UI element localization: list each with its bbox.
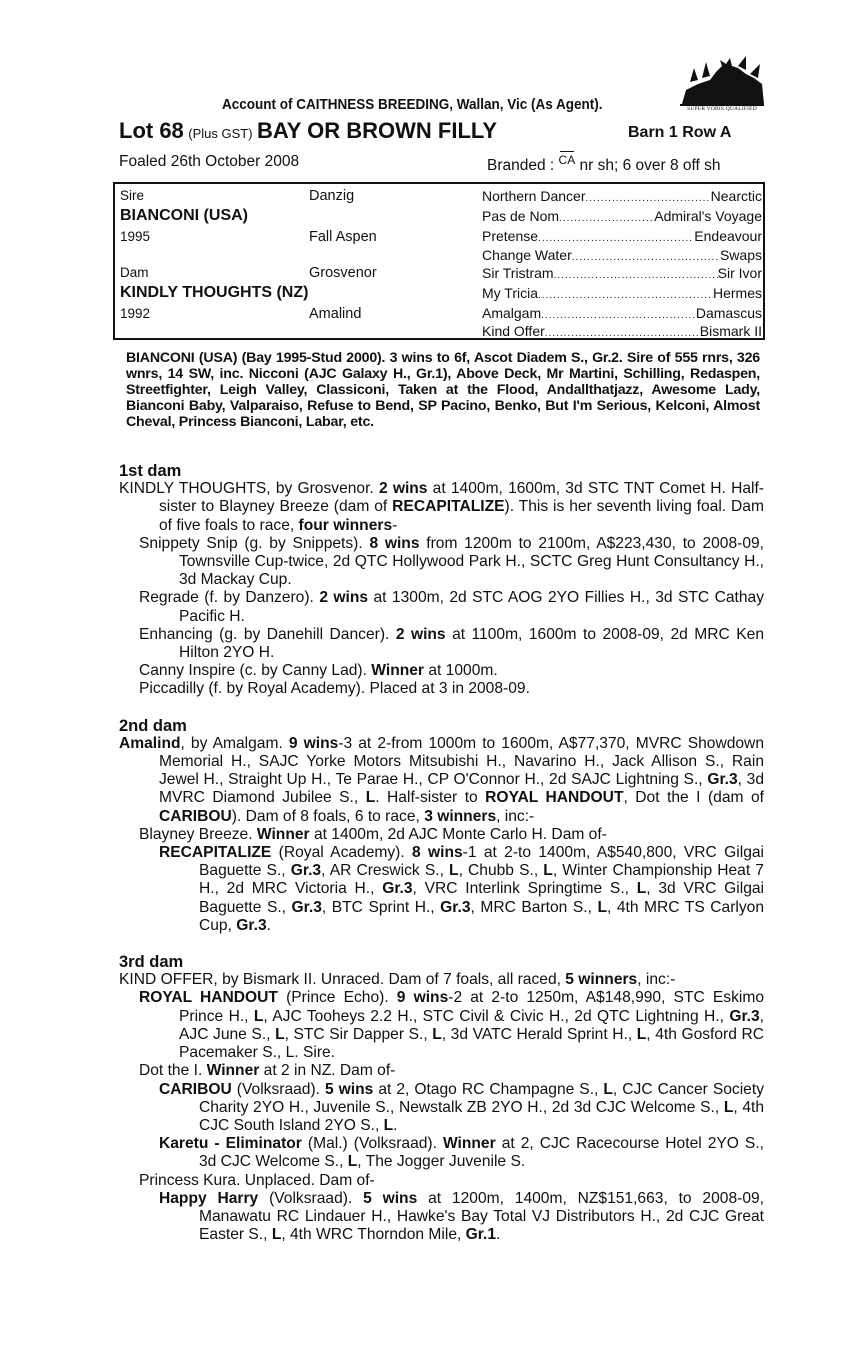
emphasis-text: Gr.3 bbox=[707, 771, 738, 789]
progeny-entry: Regrade (f. by Danzero). 2 wins at 1300m, 2d STC AOG 2YO Fillies H., 3d STC Cathay Pacific H. bbox=[139, 589, 764, 625]
brand-mark: CA bbox=[558, 153, 576, 167]
progeny-entry: Karetu - Eliminator (Mal.) (Volksraad). Winner at 2, CJC Racecourse Hotel 2YO S., 3d CJC Welcome S., L, The Jogger Juvenile S. bbox=[159, 1135, 764, 1171]
third-dam-heading: 3rd dam bbox=[119, 953, 184, 972]
grandparent-row bbox=[482, 188, 762, 204]
emphasis-text: L bbox=[543, 862, 553, 880]
grandparent-row bbox=[482, 285, 762, 301]
emphasis-text: Gr.3 bbox=[729, 1007, 760, 1025]
grandparent-row bbox=[482, 305, 762, 321]
dam-label: Dam bbox=[120, 265, 149, 280]
progeny-entry: Happy Harry (Volksraad). 5 wins at 1200m, 1400m, NZ$151,663, to 2008-09, Manawatu RC Lindauer H., Hawke's Bay Total VJ Distributors H., 2d CJC Great Easter S., L, 4th WRC Thorndon Mile, Gr.1. bbox=[159, 1189, 764, 1244]
grandparent-row bbox=[482, 265, 762, 281]
emphasis-text: Winner bbox=[371, 662, 425, 680]
logo-caption: SUPER VOBIS QUALIFIED bbox=[687, 106, 757, 112]
emphasis-text: CARIBOU bbox=[159, 1080, 232, 1098]
emphasis-text: 5 wins bbox=[363, 1189, 418, 1207]
emphasis-text: 3 winners bbox=[424, 807, 497, 825]
foaled-date: Foaled 26th October 2008 bbox=[119, 153, 300, 170]
emphasis-text: 5 wins bbox=[324, 1080, 374, 1098]
emphasis-text: Gr.3 bbox=[236, 916, 267, 934]
emphasis-text: 2 wins bbox=[319, 589, 369, 607]
emphasis-text: L bbox=[271, 1226, 282, 1244]
third-dam-intro: KIND OFFER, by Bismark II. Unraced. Dam of 7 foals, all raced, 5 winners, inc:- bbox=[119, 971, 676, 989]
emphasis-text: L bbox=[597, 898, 607, 916]
dam-year: 1992 bbox=[120, 306, 151, 321]
dam-name: KINDLY THOUGHTS (NZ) bbox=[120, 284, 309, 301]
grandparent-row bbox=[482, 228, 762, 244]
grandparent-right: Endeavour bbox=[694, 228, 762, 244]
emphasis-text: 2 wins bbox=[378, 480, 428, 498]
progeny-entry: Blayney Breeze. Winner at 1400m, 2d AJC Monte Carlo H. Dam of- bbox=[139, 825, 607, 843]
emphasis-text: L bbox=[636, 1025, 647, 1043]
dam-dam: Amalind bbox=[309, 306, 362, 322]
emphasis-text: 9 wins bbox=[288, 734, 339, 752]
emphasis-text: CARIBOU bbox=[159, 807, 232, 825]
progeny-entry: ROYAL HANDOUT (Prince Echo). 9 wins-2 at 2-to 1250m, A$148,990, STC Eskimo Prince H., L, AJC Tooheys 2.2 H., STC Civil & Civic H., 2d QTC Lightning H., Gr.3, AJC June S., L, STC Sir Dapper S., L, 3d VATC Herald Sprint H., L, 4th Gosford RC Pacemaker S., L. Sire. bbox=[139, 989, 765, 1062]
grandparent-right: Swaps bbox=[719, 247, 762, 263]
emphasis-text: Gr.3 bbox=[382, 880, 413, 898]
lot-number: Lot 68 bbox=[119, 118, 184, 143]
emphasis-text: L bbox=[432, 1025, 442, 1043]
emphasis-text: Gr.3 bbox=[290, 862, 322, 880]
grandparent-right: Hermes bbox=[712, 285, 762, 301]
grandparent-row bbox=[482, 208, 762, 224]
sire-dam: Fall Aspen bbox=[309, 229, 377, 245]
emphasis-text: Gr.1 bbox=[465, 1226, 496, 1244]
emphasis-text: Gr.3 bbox=[291, 898, 322, 916]
second-dam-intro: Amalind, by Amalgam. 9 wins-3 at 2-from 1000m to 1600m, A$77,370, MVRC Showdown Memorial H., SAJC Yorke Motors Mitsubishi H., Navarino H., Jack Allison S., Rain Jewel H., Straight Up H., Te Parae H., CP O'Connor H., 2d SAJC Lightning S., Gr.3, 3d MVRC Diamond Jubilee S., L. Half-sister to ROYAL HANDOUT, Dot the I (dam of CARIBOU). Dam of 8 foals, 6 to race, 3 winners, inc:- bbox=[119, 734, 765, 825]
sire-year: 1995 bbox=[120, 229, 151, 244]
grandparent-left: Kind Offer bbox=[482, 323, 545, 339]
grandparent-left: Pas de Nom bbox=[482, 208, 560, 224]
progeny-entry: Snippety Snip (g. by Snippets). 8 wins from 1200m to 2100m, A$223,430, to 2008-09, Townsville Cup-twice, 2d QTC Hollywood Park H., SCTC Greg Hunt Consultancy H., 3d Mackay Cup. bbox=[139, 534, 764, 589]
first-dam-intro: KINDLY THOUGHTS, by Grosvenor. 2 wins at 1400m, 1600m, 3d STC TNT Comet H. Half-sister to Blayney Breeze (dam of RECAPITALIZE). This is her seventh living foal. Dam of five foals to race, four winners- bbox=[119, 480, 764, 534]
emphasis-text: Gr.3 bbox=[440, 898, 471, 916]
emphasis-text: RECAPITALIZE bbox=[392, 498, 505, 516]
sire-summary: BIANCONI (USA) (Bay 1995-Stud 2000). 3 wins to 6f, Ascot Diadem S., Gr.2. Sire of 555 rnrs, 326 wnrs, 14 SW, inc. Nicconi (AJC Galaxy H., Gr.1), Above Deck, Mr Martini, Schilling, Redaspen, Streetfighter, Leigh Valley, Classiconi, Taken at the Flood, Andallthatjazz, Awesome Lady, Bianconi Baby, Valparaiso, Refuse to Bend, SP Pacino, Benko, But I'm Serious, Kelconi, Almost Cheval, Princess Bianconi, Labar, etc. bbox=[126, 350, 760, 430]
grandparent-right: Sir Ivor bbox=[717, 265, 762, 281]
grandparent-left: My Tricia bbox=[482, 285, 538, 301]
progeny-entry: CARIBOU (Volksraad). 5 wins at 2, Otago RC Champagne S., L, CJC Cancer Society Charity 2YO H., Juvenile S., Newstalk ZB 2YO H., 2d 3d CJC Welcome S., L, 4th CJC South Island 2YO S., L. bbox=[159, 1080, 764, 1134]
emphasis-text: L bbox=[603, 1080, 613, 1098]
grandparent-right: Bismark II bbox=[699, 323, 762, 339]
emphasis-text: L bbox=[383, 1116, 394, 1134]
grandparent-left: Sir Tristram bbox=[482, 265, 554, 281]
lot-line bbox=[119, 118, 497, 144]
grandparent-right: Admiral's Voyage bbox=[654, 208, 762, 224]
barn-location: Barn 1 Row A bbox=[628, 124, 732, 141]
lot-description: BAY OR BROWN FILLY bbox=[257, 118, 497, 143]
progeny-entry: Princess Kura. Unplaced. Dam of- bbox=[139, 1171, 375, 1189]
emphasis-text: L bbox=[275, 1025, 285, 1043]
progeny-entry: Dot the I. Winner at 2 in NZ. Dam of- bbox=[139, 1062, 396, 1080]
emphasis-text: L bbox=[449, 862, 459, 880]
emphasis-text: L bbox=[253, 1007, 264, 1025]
gst-note: (Plus GST) bbox=[188, 126, 253, 141]
emphasis-text: L bbox=[365, 789, 376, 807]
emphasis-text: 2 wins bbox=[395, 625, 446, 643]
grandparent-right: Nearctic bbox=[710, 188, 762, 204]
emphasis-text: Amalind bbox=[119, 734, 181, 752]
emphasis-text: 9 wins bbox=[396, 989, 449, 1007]
emphasis-text: Karetu - Eliminator bbox=[159, 1135, 302, 1153]
grandparent-left: Change Water bbox=[482, 247, 572, 263]
grandparent-row bbox=[482, 247, 762, 263]
emphasis-text: ROYAL HANDOUT bbox=[485, 789, 624, 807]
first-dam-heading: 1st dam bbox=[119, 462, 182, 480]
emphasis-text: 8 wins bbox=[412, 844, 463, 862]
dam-sire: Grosvenor bbox=[309, 265, 377, 281]
family-body bbox=[119, 462, 764, 1244]
vendor-account: Account of CAITHNESS BREEDING, Wallan, Vic (As Agent). bbox=[222, 96, 603, 113]
grandparent-left: Northern Dancer bbox=[482, 188, 586, 204]
progeny-entry: RECAPITALIZE (Royal Academy). 8 wins-1 at 2-to 1400m, A$540,800, VRC Gilgai Baguette S., Gr.3, AR Creswick S., L, Chubb S., L, Winter Championship Heat 7 H., 2d MRC Victoria H., Gr.3, VRC Interlink Springtime S., L, 3d VRC Gilgai Baguette S., Gr.3, BTC Sprint H., Gr.3, MRC Barton S., L, 4th MRC TS Carlyon Cup, Gr.3. bbox=[159, 844, 765, 934]
sire-name: BIANCONI (USA) bbox=[120, 207, 248, 224]
grandparent-row bbox=[482, 323, 762, 339]
emphasis-text: four winners bbox=[298, 516, 393, 534]
sire-label: Sire bbox=[120, 188, 145, 203]
emphasis-text: 8 wins bbox=[369, 534, 420, 552]
grandparent-left: Pretense bbox=[482, 228, 539, 244]
second-dam-heading: 2nd dam bbox=[119, 716, 187, 735]
emphasis-text: L bbox=[723, 1098, 734, 1116]
emphasis-text: Winner bbox=[206, 1062, 260, 1080]
pedigree-table bbox=[113, 182, 765, 340]
progeny-entry: Canny Inspire (c. by Canny Lad). Winner at 1000m. bbox=[139, 662, 498, 680]
grandparent-right: Damascus bbox=[695, 305, 762, 321]
sire-sire: Danzig bbox=[309, 188, 355, 204]
emphasis-text: RECAPITALIZE bbox=[159, 844, 272, 862]
grandparent-left: Amalgam bbox=[482, 305, 542, 321]
branded-line bbox=[487, 153, 721, 175]
emphasis-text: 5 winners bbox=[565, 971, 638, 989]
emphasis-text: L bbox=[636, 880, 647, 898]
emphasis-text: ROYAL HANDOUT bbox=[139, 989, 278, 1007]
emphasis-text: L bbox=[347, 1153, 358, 1171]
emphasis-text: Happy Harry bbox=[159, 1189, 259, 1207]
progeny-entry: Enhancing (g. by Danehill Dancer). 2 wins at 1100m, 1600m to 2008-09, 2d MRC Ken Hilton 2YO H. bbox=[139, 625, 764, 662]
progeny-entry: Piccadilly (f. by Royal Academy). Placed at 3 in 2008-09. bbox=[139, 680, 530, 698]
branded-label: Branded : bbox=[487, 157, 555, 174]
emphasis-text: Winner bbox=[256, 825, 310, 843]
emphasis-text: Winner bbox=[442, 1135, 496, 1153]
branded-details: nr sh; 6 over 8 off sh bbox=[579, 157, 721, 174]
